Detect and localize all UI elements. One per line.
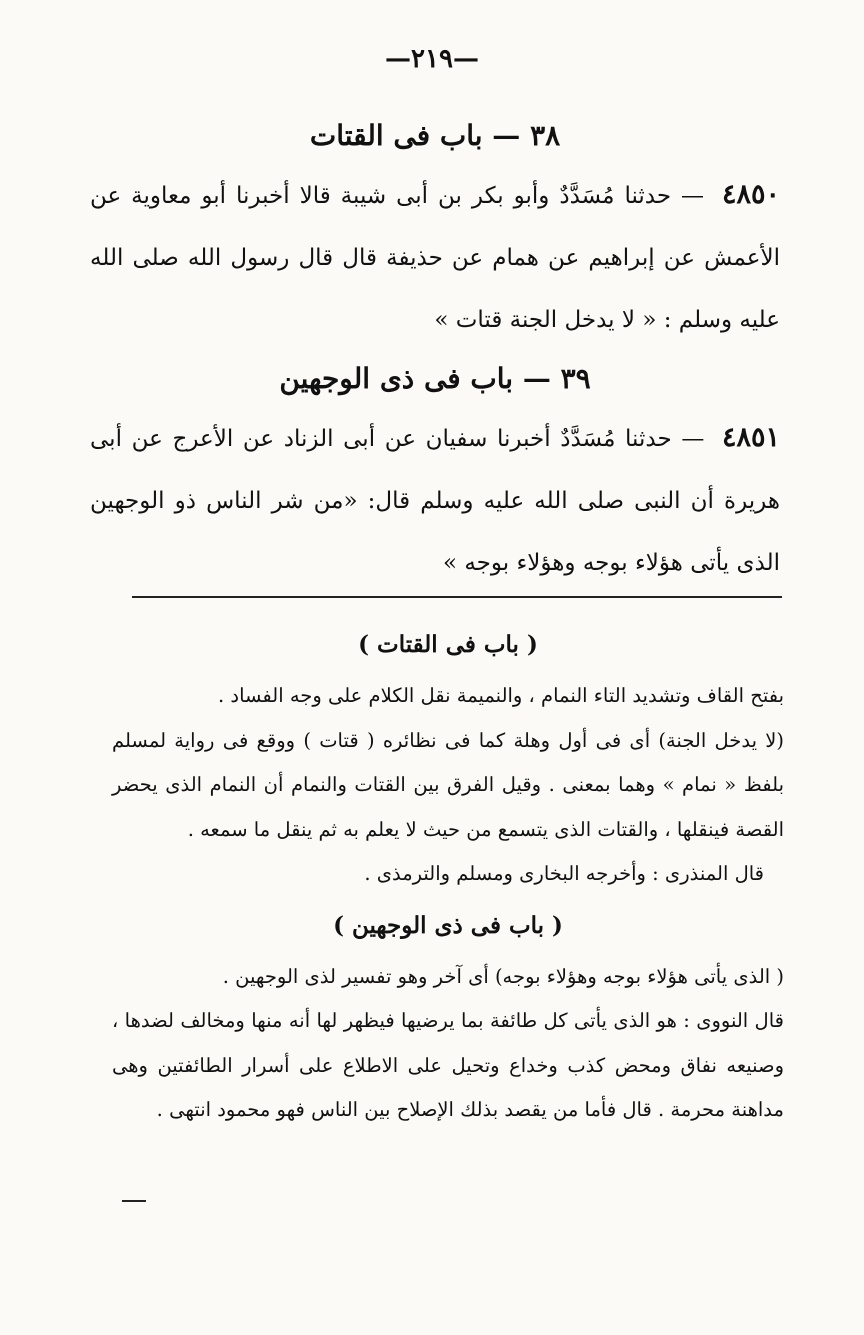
chapter-39-heading: ٣٩ — باب فى ذى الوجهين xyxy=(279,362,591,395)
commentary-heading-two-faced: ( باب فى ذى الوجهين ) xyxy=(333,911,563,939)
hadith-number: ٤٨٥٠ xyxy=(722,179,781,210)
commentary-paragraph: قال النووى : هو الذى يأتى كل طائفة بما يرضيها فيظهر لها أنه منها ومخالف لضدها ، وصنيعه نفاق ومحض كذب وخداع وتحيل على الاطلاع على أسرار الطائفتين وهى مداهنة محرمة . قال فأما من يقصد بذلك الإصلاح بين الناس فهو محمود انتهى . xyxy=(112,1009,784,1121)
hadith-4851 xyxy=(90,407,780,594)
commentary-paragraph: قال المنذرى : وأخرجه البخارى ومسلم والترمذى . xyxy=(364,862,764,885)
page-number: —٢١٩— xyxy=(385,44,479,74)
commentary xyxy=(112,616,784,1133)
hadith-number: ٤٨٥١ xyxy=(721,422,780,453)
commentary-paragraph: بفتح القاف وتشديد التاء النمام ، والنميمة نقل الكلام على وجه الفساد . xyxy=(218,684,784,707)
hadith-text: — حدثنا مُسَدَّدٌ أخبرنا سفيان عن أبى الزناد عن الأعرج عن أبى هريرة أن النبى صلى الله عليه وسلم قال: «من شر الناس ذو الوجهين الذى يأتى هؤلاء بوجه وهؤلاء بوجه » xyxy=(90,426,780,576)
main-text xyxy=(90,108,780,594)
footnote-divider xyxy=(132,596,782,598)
commentary-paragraph: (لا يدخل الجنة) أى فى أول وهلة كما فى نظائره ( قتات ) ووقع فى رواية لمسلم بلفظ « نمام » وهما بمعنى . وقيل الفرق بين القتات والنمام أن النمام الذى يحضر القصة فينقلها ، والقتات الذى يتسمع من حيث لا يعلم به ثم ينقل ما سمعه . xyxy=(112,728,784,841)
commentary-paragraph: ( الذى يأتى هؤلاء بوجه وهؤلاء بوجه) أى آخر وهو تفسير لذى الوجهين . xyxy=(222,964,784,988)
chapter-38-heading: ٣٨ — باب فى القتات xyxy=(309,119,561,152)
commentary-heading-qattat: ( باب فى القتات ) xyxy=(358,631,538,658)
hadith-4850 xyxy=(90,164,780,351)
hadith-text: — حدثنا مُسَدَّدٌ وأبو بكر بن أبى شيبة قالا أخبرنا أبو معاوية عن الأعمش عن إبراهيم عن همام عن حذيفة قال قال رسول الله صلى الله عليه وسلم : « لا يدخل الجنة قتات » xyxy=(90,183,780,333)
margin-dash xyxy=(122,1200,146,1202)
